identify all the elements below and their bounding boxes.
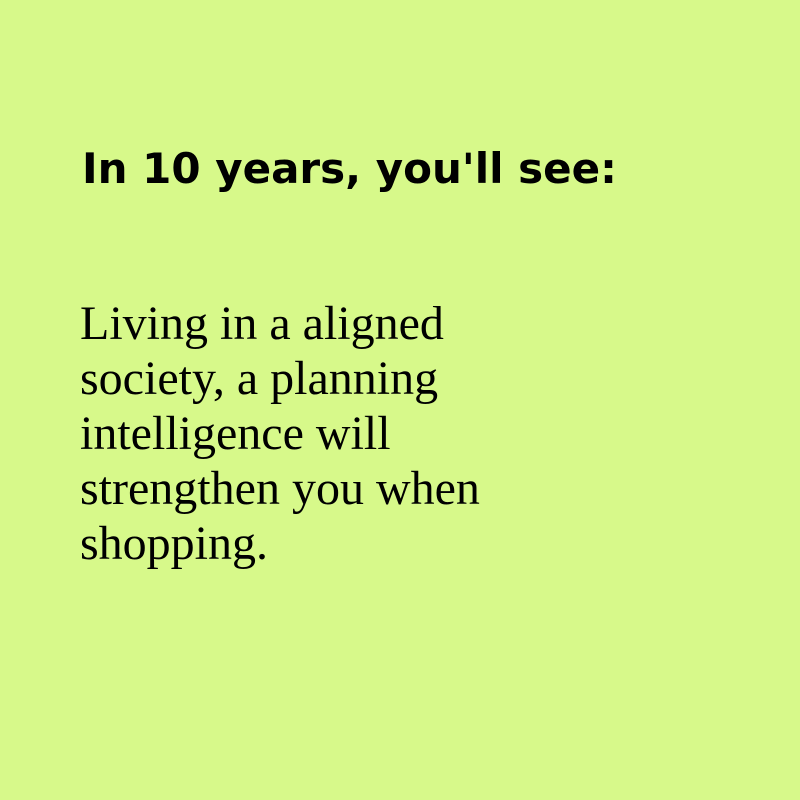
headline: In 10 years, you'll see: <box>82 144 617 193</box>
statement-line: Living in a aligned <box>80 297 444 350</box>
statement-line: intelligence will <box>80 407 391 460</box>
statement-line: strengthen you when <box>80 462 480 515</box>
statement-line: society, a planning <box>80 352 439 405</box>
statement-line: shopping. <box>80 517 269 570</box>
statement-text <box>80 296 720 571</box>
